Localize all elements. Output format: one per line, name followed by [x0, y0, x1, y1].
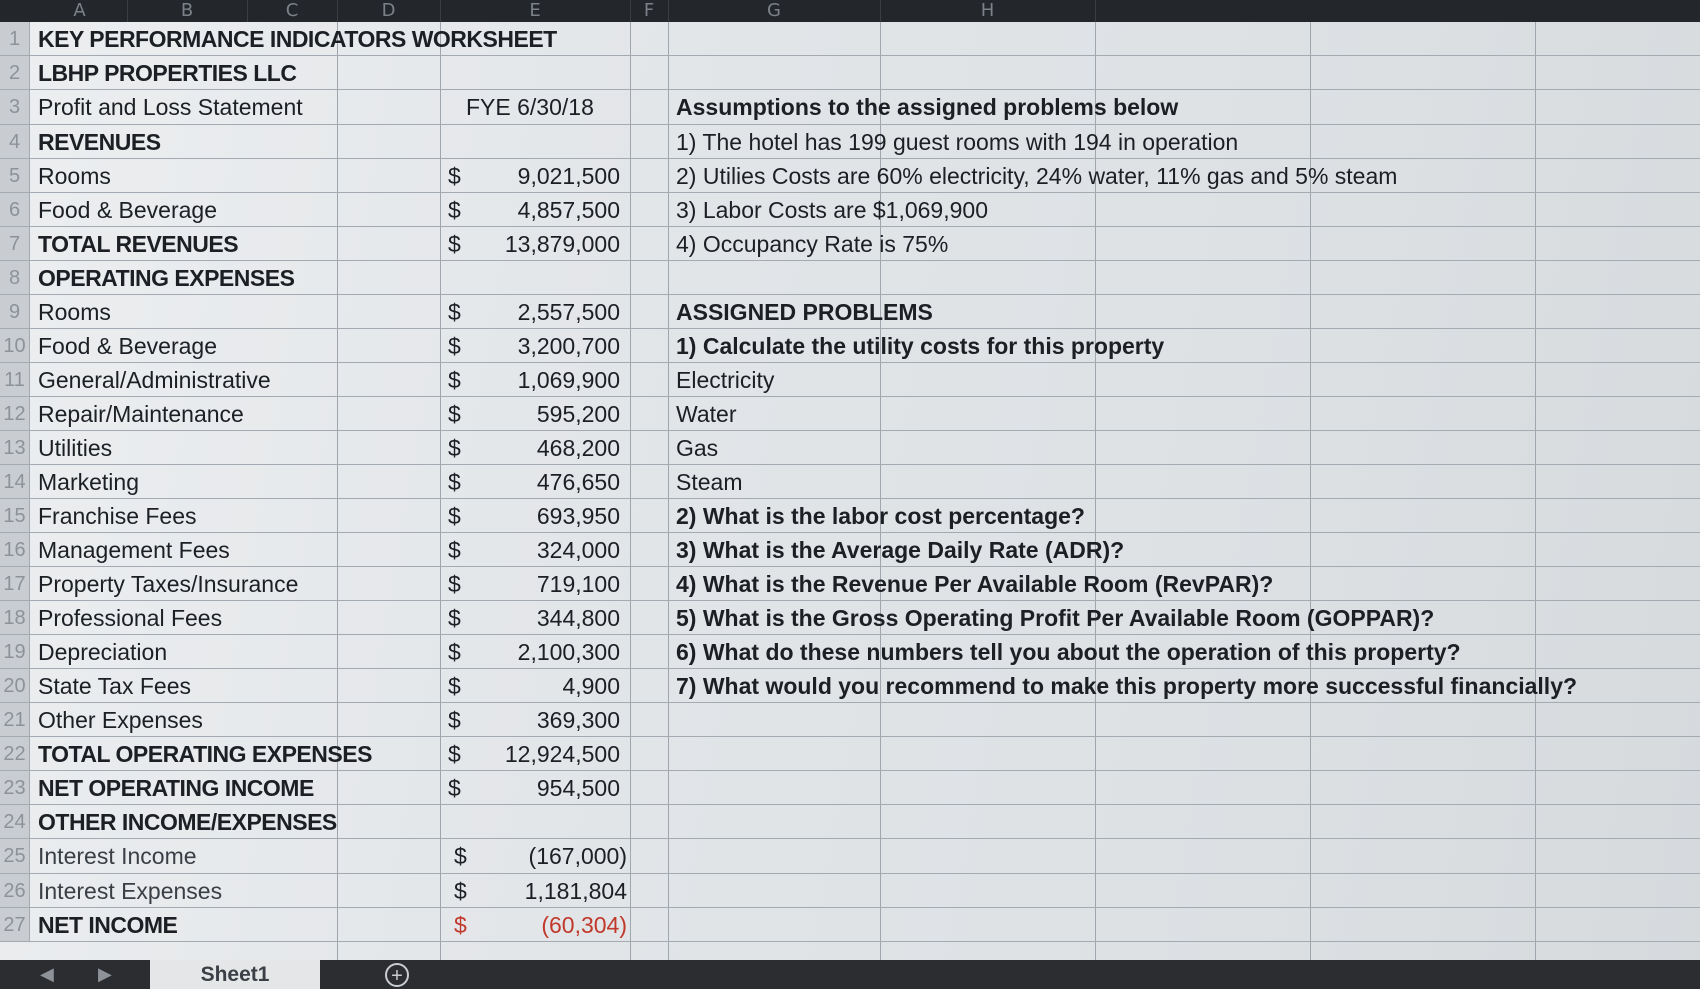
currency-symbol: $	[448, 503, 461, 529]
problem-cell[interactable]: ASSIGNED PROBLEMS	[676, 299, 933, 325]
currency-symbol: $	[448, 469, 461, 495]
amount-cell[interactable]: 4,900	[562, 673, 620, 699]
problem-cell[interactable]: 2) What is the labor cost percentage?	[676, 503, 1085, 529]
row-number[interactable]: 10	[0, 329, 30, 362]
table-row	[0, 227, 1700, 261]
row-number[interactable]: 25	[0, 839, 30, 873]
amount-cell[interactable]: 12,924,500	[504, 741, 620, 767]
table-row	[0, 669, 1700, 703]
table-row	[0, 908, 1700, 942]
row-number[interactable]: 3	[0, 90, 30, 124]
currency-symbol: $	[448, 435, 461, 461]
currency-symbol: $	[448, 401, 461, 427]
currency-symbol: $	[454, 843, 467, 869]
row-label-cell[interactable]: Franchise Fees	[38, 503, 197, 529]
table-row	[0, 567, 1700, 601]
row-label-cell[interactable]: Rooms	[38, 299, 111, 325]
row-number[interactable]: 8	[0, 261, 30, 294]
table-row	[0, 90, 1700, 125]
row-label-cell[interactable]: Repair/Maintenance	[38, 401, 244, 427]
assumption-cell[interactable]: 3) Labor Costs are $1,069,900	[676, 197, 988, 223]
amount-cell[interactable]: (60,304)	[541, 912, 627, 938]
table-row	[0, 601, 1700, 635]
amount-cell[interactable]: 4,857,500	[517, 197, 620, 223]
table-row	[0, 737, 1700, 771]
currency-symbol: $	[454, 912, 467, 938]
row-label-cell[interactable]: Interest Income	[38, 843, 197, 869]
row-label-cell[interactable]: Other Expenses	[38, 707, 203, 733]
row-number[interactable]: 26	[0, 874, 30, 907]
column-header-bar	[0, 0, 1700, 22]
table-row	[0, 874, 1700, 908]
problem-cell[interactable]: Water	[676, 401, 737, 427]
amount-cell[interactable]: 369,300	[536, 707, 620, 733]
row-label-cell[interactable]: Food & Beverage	[38, 197, 218, 223]
amount-cell[interactable]: 2,557,500	[517, 299, 620, 325]
row-label-cell[interactable]: Food & Beverage	[38, 333, 218, 359]
currency-symbol: $	[448, 299, 461, 325]
currency-symbol: $	[448, 775, 461, 801]
row-label-cell[interactable]: TOTAL OPERATING EXPENSES	[38, 741, 372, 767]
row-number[interactable]: 17	[0, 567, 30, 600]
table-row	[0, 295, 1700, 329]
row-number[interactable]: 13	[0, 431, 30, 464]
amount-cell[interactable]: 476,650	[536, 469, 620, 495]
row-number[interactable]: 15	[0, 499, 30, 532]
currency-symbol: $	[448, 673, 461, 699]
table-row	[0, 465, 1700, 499]
table-row	[0, 703, 1700, 737]
table-row	[0, 125, 1700, 159]
assumption-cell[interactable]: 4) Occupancy Rate is 75%	[676, 231, 949, 257]
problem-cell[interactable]: 7) What would you recommend to make this property more successful financially?	[676, 673, 1578, 699]
amount-cell[interactable]: 719,100	[536, 571, 620, 597]
assumption-cell[interactable]: Assumptions to the assigned problems below	[676, 94, 1179, 120]
currency-symbol: $	[448, 163, 461, 189]
problem-cell[interactable]: Gas	[676, 435, 719, 461]
table-row	[0, 193, 1700, 227]
amount-cell[interactable]: 344,800	[536, 605, 620, 631]
row-number[interactable]: 18	[0, 601, 30, 634]
row-number[interactable]: 24	[0, 805, 30, 838]
column-header[interactable]: A	[32, 0, 128, 22]
row-label-cell[interactable]: Depreciation	[38, 639, 168, 665]
table-row	[0, 159, 1700, 193]
row-number[interactable]: 11	[0, 363, 30, 396]
table-row	[0, 431, 1700, 465]
column-header[interactable]: C	[247, 0, 338, 22]
assumption-cell[interactable]: 1) The hotel has 199 guest rooms with 194 in operation	[676, 129, 1239, 155]
amount-cell[interactable]: 324,000	[536, 537, 620, 563]
sheet-tab-bar	[0, 960, 1700, 989]
table-row	[0, 499, 1700, 533]
currency-symbol: $	[448, 707, 461, 733]
row-number[interactable]: 12	[0, 397, 30, 430]
table-row	[0, 261, 1700, 295]
row-number[interactable]: 27	[0, 908, 30, 941]
assumption-cell[interactable]: 2) Utilies Costs are 60% electricity, 24% water, 11% gas and 5% steam	[676, 163, 1398, 189]
row-number[interactable]: 9	[0, 295, 30, 328]
problem-cell[interactable]: Electricity	[676, 367, 775, 393]
column-header[interactable]: B	[127, 0, 248, 22]
row-label-cell[interactable]: NET OPERATING INCOME	[38, 775, 314, 801]
table-row	[0, 22, 1700, 56]
row-number[interactable]: 6	[0, 193, 30, 226]
row-number[interactable]: 7	[0, 227, 30, 260]
row-label-cell[interactable]: Property Taxes/Insurance	[38, 571, 299, 597]
period-header-cell[interactable]: FYE 6/30/18	[466, 94, 594, 120]
row-label-cell[interactable]: Profit and Loss Statement	[38, 94, 303, 120]
table-row	[0, 363, 1700, 397]
amount-cell[interactable]: 1,181,804	[524, 878, 627, 904]
problem-cell[interactable]: 3) What is the Average Daily Rate (ADR)?	[676, 537, 1125, 563]
table-row	[0, 839, 1700, 874]
problem-cell[interactable]: 5) What is the Gross Operating Profit Per Available Room (GOPPAR)?	[676, 605, 1435, 631]
row-number[interactable]: 4	[0, 125, 30, 158]
currency-symbol: $	[448, 741, 461, 767]
sheet-tab-sheet1[interactable]: Sheet1	[150, 960, 320, 989]
row-label-cell[interactable]: Interest Expenses	[38, 878, 223, 904]
currency-symbol: $	[448, 231, 461, 257]
amount-cell[interactable]: 9,021,500	[517, 163, 620, 189]
row-number[interactable]: 5	[0, 159, 30, 192]
currency-symbol: $	[448, 333, 461, 359]
spreadsheet-grid[interactable]	[0, 22, 1700, 960]
row-label-cell[interactable]: LBHP PROPERTIES LLC	[38, 60, 297, 86]
column-header[interactable]: G	[668, 0, 881, 22]
row-label-cell[interactable]: REVENUES	[38, 129, 161, 155]
row-number[interactable]: 16	[0, 533, 30, 566]
row-number[interactable]: 19	[0, 635, 30, 668]
prev-sheet-icon[interactable]: ◀	[40, 964, 54, 984]
add-sheet-icon[interactable]: +	[385, 963, 409, 987]
table-row	[0, 635, 1700, 669]
amount-cell[interactable]: 1,069,900	[517, 367, 620, 393]
amount-cell[interactable]: (167,000)	[528, 843, 627, 869]
row-number[interactable]: 23	[0, 771, 30, 804]
row-label-cell[interactable]: OPERATING EXPENSES	[38, 265, 295, 291]
row-number[interactable]: 2	[0, 56, 30, 89]
row-label-cell[interactable]: Professional Fees	[38, 605, 223, 631]
table-row	[0, 771, 1700, 805]
problem-cell[interactable]: 6) What do these numbers tell you about the operation of this property?	[676, 639, 1461, 665]
row-label-cell[interactable]: Management Fees	[38, 537, 230, 563]
row-label-cell[interactable]: KEY PERFORMANCE INDICATORS WORKSHEET	[38, 26, 557, 52]
amount-cell[interactable]: 954,500	[536, 775, 620, 801]
row-number[interactable]: 21	[0, 703, 30, 736]
table-row	[0, 805, 1700, 839]
row-label-cell[interactable]: State Tax Fees	[38, 673, 191, 699]
next-sheet-icon[interactable]: ▶	[98, 964, 112, 984]
currency-symbol: $	[448, 571, 461, 597]
amount-cell[interactable]: 2,100,300	[517, 639, 620, 665]
currency-symbol: $	[448, 639, 461, 665]
row-label-cell[interactable]: OTHER INCOME/EXPENSES	[38, 809, 337, 835]
table-row	[0, 56, 1700, 90]
currency-symbol: $	[454, 878, 467, 904]
row-number[interactable]: 14	[0, 465, 30, 498]
problem-cell[interactable]: Steam	[676, 469, 743, 495]
amount-cell[interactable]: 693,950	[536, 503, 620, 529]
table-row	[0, 533, 1700, 567]
column-header[interactable]: F	[630, 0, 669, 22]
row-number[interactable]: 1	[0, 22, 30, 55]
currency-symbol: $	[448, 605, 461, 631]
column-header[interactable]: H	[880, 0, 1096, 22]
currency-symbol: $	[448, 367, 461, 393]
amount-cell[interactable]: 468,200	[536, 435, 620, 461]
row-label-cell[interactable]: Rooms	[38, 163, 111, 189]
row-number[interactable]: 22	[0, 737, 30, 770]
column-header[interactable]: D	[337, 0, 441, 22]
row-label-cell[interactable]: General/Administrative	[38, 367, 271, 393]
column-header[interactable]: E	[440, 0, 631, 22]
row-number[interactable]: 20	[0, 669, 30, 702]
amount-cell[interactable]: 13,879,000	[504, 231, 620, 257]
problem-cell[interactable]: 4) What is the Revenue Per Available Room (RevPAR)?	[676, 571, 1274, 597]
table-row	[0, 397, 1700, 431]
row-label-cell[interactable]: Utilities	[38, 435, 113, 461]
row-label-cell[interactable]: TOTAL REVENUES	[38, 231, 239, 257]
currency-symbol: $	[448, 197, 461, 223]
table-row	[0, 329, 1700, 363]
problem-cell[interactable]: 1) Calculate the utility costs for this property	[676, 333, 1165, 359]
amount-cell[interactable]: 3,200,700	[517, 333, 620, 359]
row-label-cell[interactable]: Marketing	[38, 469, 139, 495]
amount-cell[interactable]: 595,200	[536, 401, 620, 427]
currency-symbol: $	[448, 537, 461, 563]
row-label-cell[interactable]: NET INCOME	[38, 912, 178, 938]
